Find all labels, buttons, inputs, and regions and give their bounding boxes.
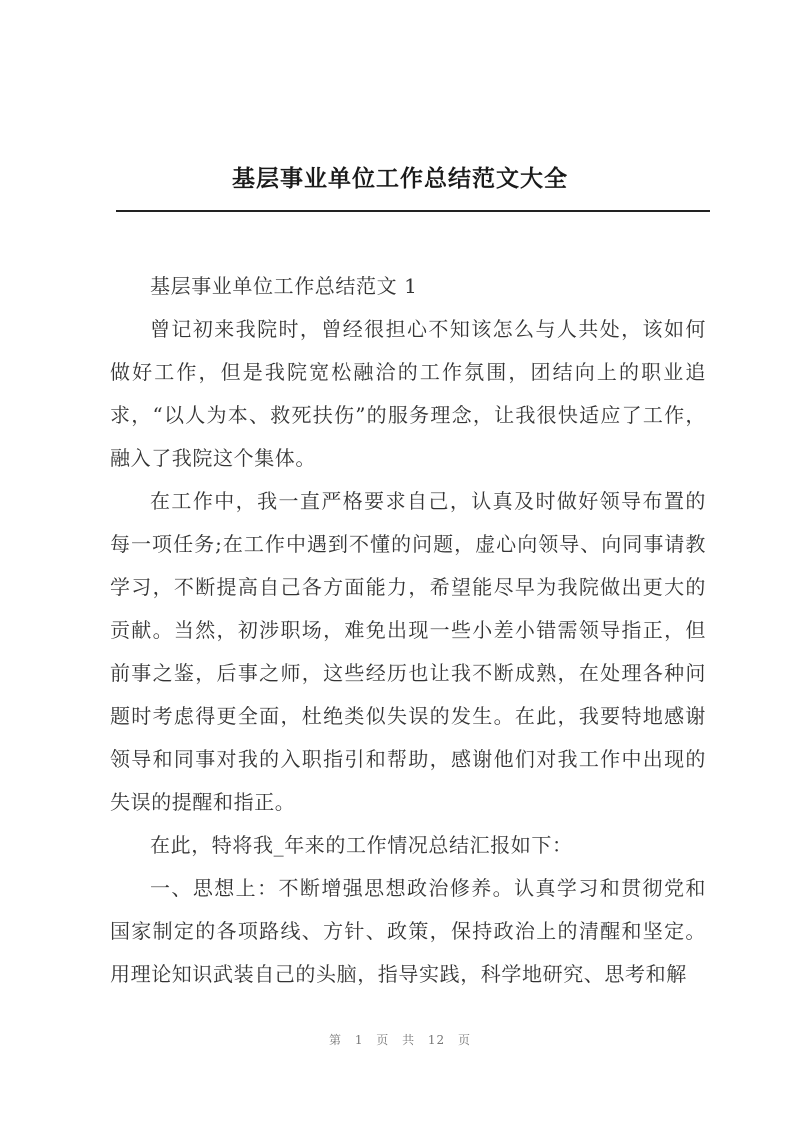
paragraph: 一、思想上：不断增强思想政治修养。认真学习和贯彻党和国家制定的各项路线、方针、政策，保持政治上的清醒和坚定。用理论知识武装自己的头脑，指导实践，科学地研究、思考和解 bbox=[110, 876, 706, 986]
section-heading: 基层事业单位工作总结范文 1 bbox=[150, 274, 418, 298]
paragraph: 曾记初来我院时，曾经很担心不知该怎么与人共处，该如何做好工作，但是我院宽松融洽的工作氛围，团结向上的职业追求，“以人为本、救死扶伤”的服务理念，让我很快适应了工作，融入了我院这个集体。 bbox=[110, 317, 706, 470]
page-number-footer: 第 1 页 共 12 页 bbox=[329, 1033, 471, 1047]
page-title: 基层事业单位工作总结范文大全 bbox=[232, 165, 568, 192]
paragraph: 在此，特将我_年来的工作情况总结汇报如下： bbox=[150, 833, 573, 857]
title-divider bbox=[116, 210, 710, 212]
document-body bbox=[110, 265, 706, 996]
paragraph: 在工作中，我一直严格要求自己，认真及时做好领导布置的每一项任务;在工作中遇到不懂的问题，虚心向领导、向同事请教学习，不断提高自己各方面能力，希望能尽早为我院做出更大的贡献。当然，初涉职场，难免出现一些小差小错需领导指正，但前事之鉴，后事之师，这些经历也让我不断成熟，在处理各种问题时考虑得更全面，杜绝类似失误的发生。在此，我要特地感谢领导和同事对我的入职指引和帮助，感谢他们对我工作中出现的失误的提醒和指正。 bbox=[110, 489, 706, 814]
